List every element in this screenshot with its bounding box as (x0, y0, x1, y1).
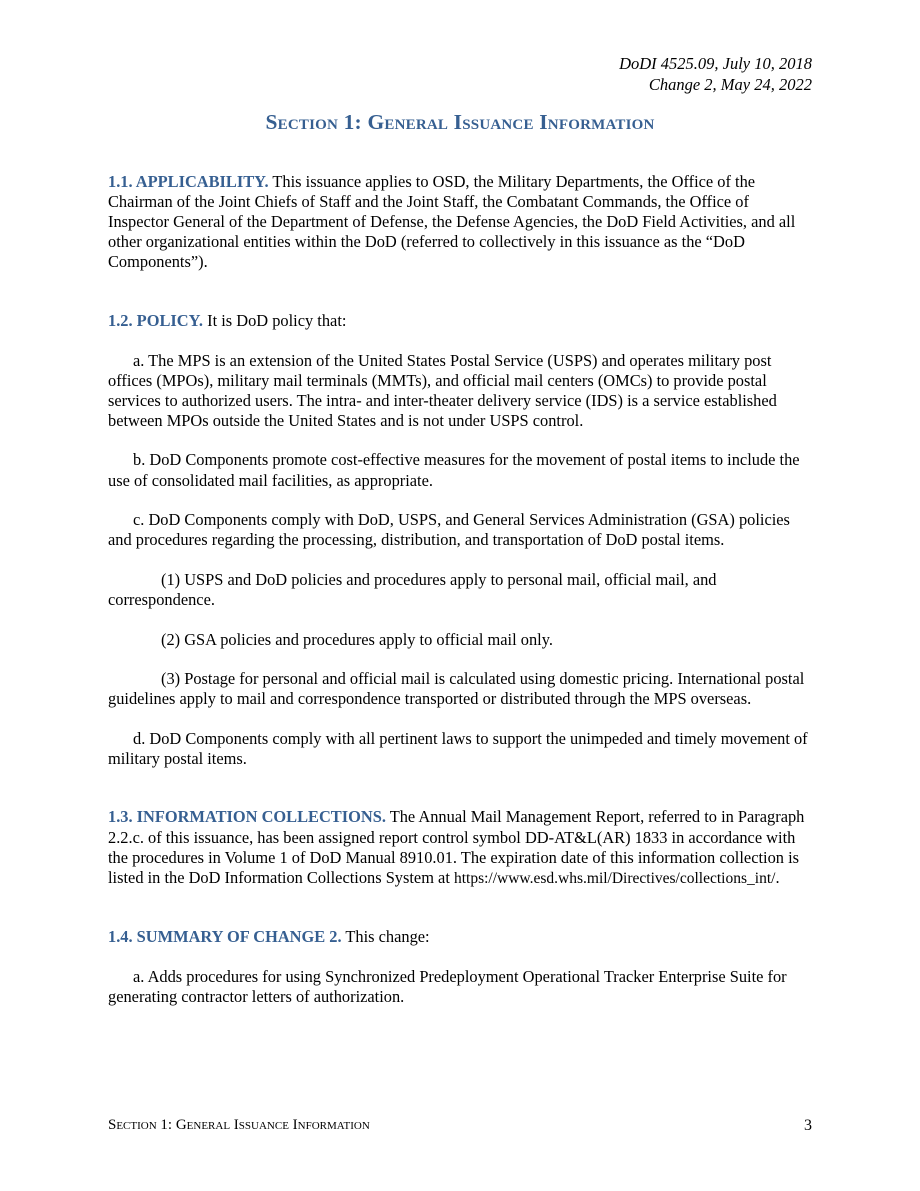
policy-item-c3: (3) Postage for personal and official mail is calculated using domestic pricing. International postal guidelines apply to mail and correspondence transported or distributed through the MPS overseas. (108, 669, 805, 709)
section-title: Section 1: General Issuance Information (265, 110, 655, 134)
policy-item-c1: (1) USPS and DoD policies and procedures apply to personal mail, official mail, and correspondence. (108, 569, 717, 609)
policy-item-d: d. DoD Components comply with all pertinent laws to support the unimpeded and timely movement of military postal items. (108, 728, 808, 768)
page-number: 3 (804, 1117, 812, 1134)
information-collections-text: The Annual Mail Management Report, referred to in Paragraph 2.2.c. of this issuance, has been assigned report control symbol DD-AT&L(AR) 1833 in accordance with the procedures in Volume 1 of DoD Manual 8910.01. The expiration date of this information collection is listed in the DoD Information Collections System at (108, 807, 805, 887)
heading-applicability: 1.1. APPLICABILITY. (108, 172, 269, 191)
summary-item-a: a. Adds procedures for using Synchronized Predeployment Operational Tracker Enterprise Suite for generating contractor letters of authorization. (108, 966, 787, 1007)
policy-intro-text: It is DoD policy that: (203, 310, 347, 330)
paragraph-summary-of-change (108, 927, 812, 947)
header-issuance-date: DoDI 4525.09, July 10, 2018 (619, 54, 812, 73)
header-change-date: Change 2, May 24, 2022 (648, 75, 812, 94)
paragraph-policy (108, 311, 812, 331)
collections-url-link[interactable]: https://www.esd.whs.mil/Directives/collections_int/ (453, 869, 776, 887)
paragraph-information-collections (108, 807, 812, 888)
policy-item-a: a. The MPS is an extension of the United States Postal Service (USPS) and operates military post offices (MPOs), military mail terminals (MMTs), and official mail centers (OMCs) to provide postal services to authorized users. The intra- and inter-theater delivery service (IDS) is a service established between MPOs outside the United States and is not under USPS control. (108, 350, 777, 430)
summary-intro-text: This change: (341, 927, 430, 947)
information-collections-end: . (775, 867, 780, 887)
document-header (619, 53, 812, 95)
paragraph-applicability (108, 172, 812, 272)
applicability-text: This issuance applies to OSD, the Military Departments, the Office of the Chairman of the Joint Chiefs of Staff and the Joint Staff, the Combatant Commands, the Office of Inspector General of the Department of Defense, the Defense Agencies, the DoD Field Activities, and all other organizational entities within the DoD (referred to collectively in this issuance as the “DoD Components”). (108, 172, 796, 272)
heading-summary-of-change: 1.4. SUMMARY OF CHANGE 2. (108, 927, 342, 947)
heading-information-collections: 1.3. INFORMATION COLLECTIONS. (108, 807, 386, 827)
policy-item-c2: (2) GSA policies and procedures apply to official mail only. (161, 629, 553, 649)
policy-item-b: b. DoD Components promote cost-effective measures for the movement of postal items to include the use of consolidated mail facilities, as appropriate. (108, 450, 800, 490)
document-body (108, 172, 812, 1027)
heading-policy: 1.2. POLICY. (108, 310, 204, 330)
document-footer (108, 1117, 812, 1135)
footer-section-title: Section 1: General Issuance Information (108, 1117, 370, 1133)
policy-item-c: c. DoD Components comply with DoD, USPS, and General Services Administration (GSA) policies and procedures regarding the processing, distribution, and transportation of DoD postal items. (108, 510, 790, 550)
